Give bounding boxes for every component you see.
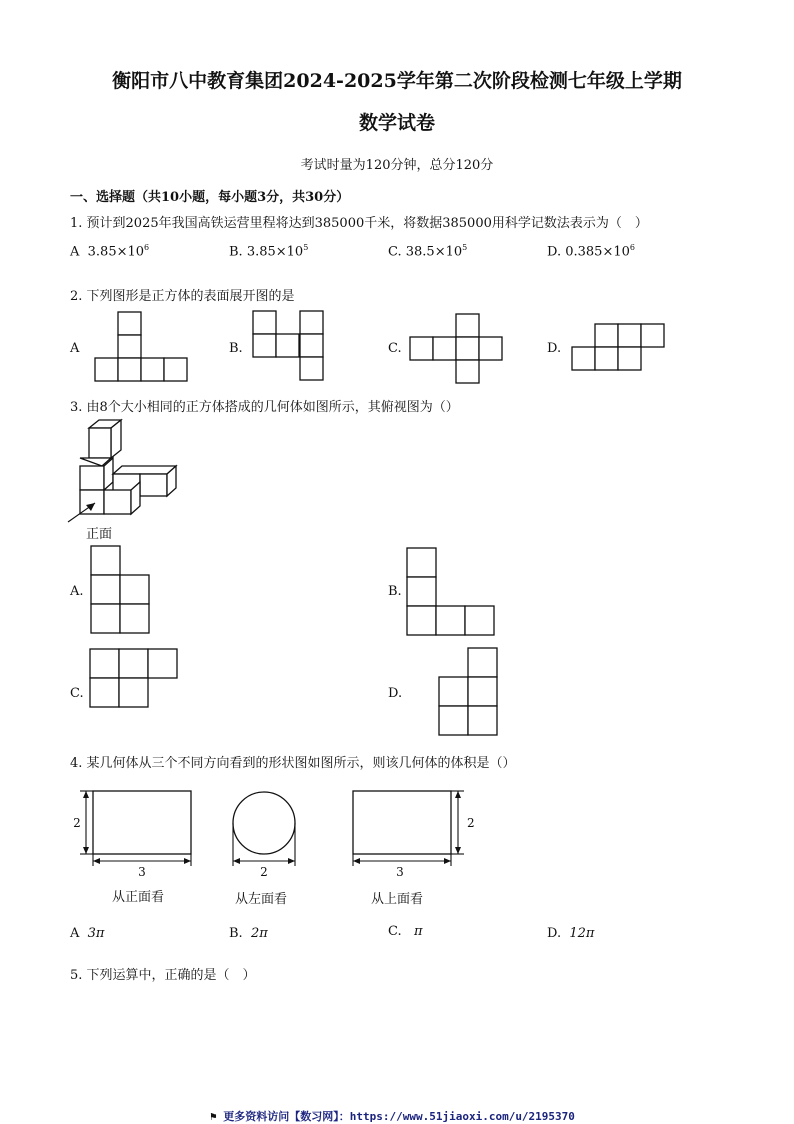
q4-left-view [233, 792, 295, 879]
question-4-text: 4. 某几何体从三个不同方向看到的形状图如图所示，则该几何体的体积是（） [70, 756, 516, 771]
q4-option-a-value: 3π [87, 926, 105, 941]
exam-info: 考试时量为120分钟，总分120分 [300, 158, 494, 173]
q4-left-width-label: 2 [260, 865, 268, 879]
q4-front-height-label: 2 [73, 816, 81, 830]
q4-top-height-label: 2 [467, 816, 475, 830]
footer-link[interactable] [210, 1108, 575, 1124]
page-title-line1: 衡阳市八中教育集团2024-2025学年第二次阶段检测七年级上学期 [112, 70, 682, 92]
q3-option-c-label[interactable]: C. [70, 686, 84, 701]
q1-option-a-label: A [70, 244, 80, 260]
q1-option-c-label: C. [388, 244, 406, 260]
q4-left-caption: 从左面看 [235, 892, 288, 907]
flag-icon: ⚑ [210, 1110, 217, 1123]
q4-option-c[interactable] [388, 924, 423, 939]
q4-option-c-label: C. [388, 924, 402, 939]
question-1-text: 1. 预计到2025年我国高铁运营里程将达到385000千米，将数据385000用科学记数法表示为（ ） [70, 216, 648, 231]
q4-option-b[interactable] [229, 926, 268, 941]
q3-front-label: 正面 [86, 527, 113, 542]
q4-top-view [353, 791, 475, 879]
q1-option-c-base: 38.5×10 [405, 244, 463, 260]
q1-option-d-base: 0.385×10 [565, 244, 630, 260]
q1-option-d-label: D. [547, 244, 566, 260]
q1-option-a-exp: 6 [144, 243, 150, 252]
q4-option-d[interactable] [547, 926, 594, 941]
question-3-text: 3. 由8个大小相同的正方体搭成的几何体如图所示，其俯视图为（） [70, 400, 459, 415]
q4-top-width-label: 3 [396, 865, 404, 879]
q1-option-d-exp: 6 [629, 243, 635, 252]
q3-option-b-label[interactable]: B. [388, 584, 402, 599]
question-5-text: 5. 下列运算中，正确的是（ ） [70, 968, 256, 983]
q1-option-b-exp: 5 [303, 243, 309, 252]
q2-option-a-label[interactable]: A [70, 341, 80, 356]
q1-option-b-label: B. [229, 244, 247, 260]
q4-option-b-label: B. [229, 926, 243, 941]
q2-option-b-label[interactable]: B. [229, 341, 243, 356]
q1-option-b-base: 3.85×10 [246, 244, 304, 260]
q2-option-d-label[interactable]: D. [547, 341, 562, 356]
page-title-line2: 数学试卷 [358, 112, 435, 134]
question-2-text: 2. 下列图形是正方体的表面展开图的是 [70, 289, 295, 304]
section-heading: 一、选择题（共10小题，每小题3分，共30分） [70, 190, 350, 205]
q3-option-a-label[interactable]: A. [70, 584, 84, 599]
footer-text: 更多资料访问【数习网】：https://www.51jiaoxi.com/u/2195370 [223, 1110, 575, 1123]
q4-option-a[interactable] [70, 926, 104, 941]
q4-option-a-label: A [70, 926, 80, 941]
q4-option-b-value: 2π [250, 926, 268, 941]
q4-front-caption: 从正面看 [112, 890, 165, 905]
q1-option-c-exp: 5 [462, 243, 468, 252]
q1-option-a-base: 3.85×10 [87, 244, 145, 260]
q4-front-width-label: 3 [138, 865, 146, 879]
q4-front-view [73, 791, 191, 879]
q4-option-c-value: π [414, 924, 423, 939]
q4-top-caption: 从上面看 [371, 892, 424, 907]
q4-option-d-value: 12π [569, 926, 595, 941]
q4-option-d-label: D. [547, 926, 562, 941]
q3-option-d-label[interactable]: D. [388, 686, 403, 701]
q2-option-c-label[interactable]: C. [388, 341, 402, 356]
